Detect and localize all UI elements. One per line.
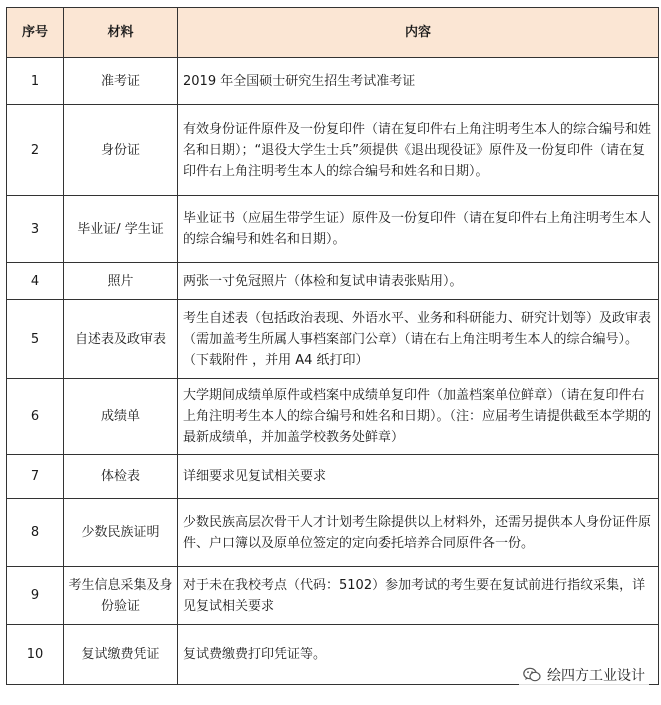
row-num: 7: [7, 455, 64, 499]
row-content: 2019 年全国硕士研究生招生考试准考证: [178, 58, 659, 105]
header-content: 内容: [178, 8, 659, 58]
row-num: 8: [7, 499, 64, 567]
materials-table: [6, 7, 659, 685]
header-num: 序号: [7, 8, 64, 58]
row-content: 详细要求见复试相关要求: [178, 455, 659, 499]
row-material: 体检表: [64, 455, 178, 499]
watermark: [519, 663, 649, 687]
watermark-text: 绘四方工业设计: [547, 668, 645, 684]
row-num: 1: [7, 58, 64, 105]
table-row: [7, 105, 659, 196]
row-content: 毕业证书（应届生带学生证）原件及一份复印件（请在复印件右上角注明考生本人的综合编号和姓名和日期）。: [178, 196, 659, 263]
row-content: 少数民族高层次骨干人才计划考生除提供以上材料外，还需另提供本人身份证件原件、户口簿以及原单位签定的定向委托培养合同原件各一份。: [178, 499, 659, 567]
row-material: 身份证: [64, 105, 178, 196]
row-content: 考生自述表（包括政治表现、外语水平、业务和科研能力、研究计划等）及政审表（需加盖考生所属人事档案部门公章）（请在右上角注明考生本人的综合编号）。（下载附件 ，并用 A4 纸打印）: [178, 300, 659, 379]
row-num: 3: [7, 196, 64, 263]
row-num: 9: [7, 567, 64, 625]
row-content: 复试费缴费打印凭证等。: [178, 625, 659, 685]
table-row: [7, 196, 659, 263]
row-num: 5: [7, 300, 64, 379]
row-material: 照片: [64, 263, 178, 300]
table-row: [7, 379, 659, 455]
table-row: [7, 455, 659, 499]
wechat-icon: [523, 667, 541, 683]
table-row: [7, 567, 659, 625]
table-row: [7, 499, 659, 567]
row-content: 有效身份证件原件及一份复印件（请在复印件右上角注明考生本人的综合编号和姓名和日期）；“退役大学生士兵”须提供《退出现役证》原件及一份复印件（请在复印件右上角注明考生本人的综合编号和姓名和日期）。: [178, 105, 659, 196]
row-num: 4: [7, 263, 64, 300]
row-content: 对于未在我校考点（代码：5102）参加考试的考生要在复试前进行指纹采集，详见复试相关要求: [178, 567, 659, 625]
table-row: [7, 300, 659, 379]
row-material: 复试缴费凭证: [64, 625, 178, 685]
table-row: [7, 58, 659, 105]
row-num: 2: [7, 105, 64, 196]
header-material: 材料: [64, 8, 178, 58]
table-row: [7, 263, 659, 300]
row-num: 10: [7, 625, 64, 685]
row-content: 两张一寸免冠照片（体检和复试申请表张贴用）。: [178, 263, 659, 300]
row-material: 自述表及政审表: [64, 300, 178, 379]
table-header-row: [7, 8, 659, 58]
row-num: 6: [7, 379, 64, 455]
row-material: 少数民族证明: [64, 499, 178, 567]
row-material: 成绩单: [64, 379, 178, 455]
row-content: 大学期间成绩单原件或档案中成绩单复印件（加盖档案单位鲜章）（请在复印件右上角注明考生本人的综合编号和姓名和日期）。（注：应届考生请提供截至本学期的最新成绩单，并加盖学校教务处鲜章）: [178, 379, 659, 455]
row-material: 准考证: [64, 58, 178, 105]
row-material: 考生信息采集及身份验证: [64, 567, 178, 625]
row-material: 毕业证/ 学生证: [64, 196, 178, 263]
